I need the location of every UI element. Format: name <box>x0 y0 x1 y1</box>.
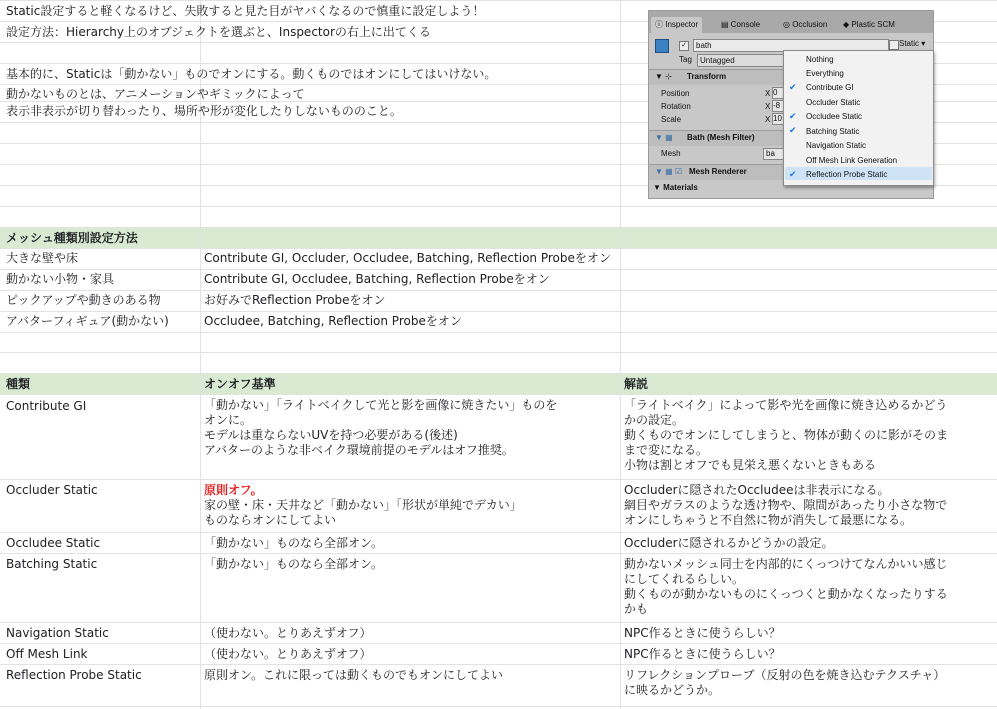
intro-line-4: 動かないものとは、アニメーションやギミックによって <box>6 87 305 101</box>
static-checkbox <box>889 40 899 50</box>
menu-item-everything: Everything <box>806 69 844 78</box>
scale-x-field: 10 <box>772 113 784 125</box>
note-cell: Occluderに隠されたOccludeeは非表示になる。 網目やガラスのような透け物や、隙間があったり小さな物で オンにしちゃうと不自然に物が消失して最悪になる。 <box>624 483 948 527</box>
mesh-value: ba <box>763 148 786 160</box>
column-header-note: 解説 <box>624 377 649 391</box>
mesh-filter-section: ▼ ▦ Bath (Mesh Filter) <box>649 130 933 146</box>
position-x-field: 0 <box>772 87 784 99</box>
scale-x-label: X <box>765 115 771 124</box>
menu-item-occluder-static: Occluder Static <box>806 98 861 107</box>
mesh-setting-cell: Occludee, Batching, Reflection Probeをオン <box>204 314 462 328</box>
menu-item-navigation-static: Navigation Static <box>806 141 867 150</box>
active-checkbox: ✓ <box>679 41 689 51</box>
note-cell: NPC作るときに使うらしい？ <box>624 626 781 640</box>
criteria-emphasis: 原則オフ。 <box>204 483 263 497</box>
tag-label: Tag <box>679 55 692 64</box>
rotation-label: Rotation <box>661 102 691 111</box>
tab-plastic-scm: ◆ Plastic SCM <box>843 20 895 29</box>
position-label: Position <box>661 89 690 98</box>
menu-item-batching-static: Batching Static <box>806 127 860 136</box>
inspector-tabbar <box>649 11 933 33</box>
kind-cell: Occluder Static <box>6 483 98 497</box>
mesh-renderer-section: ▼ ▦ ☑ Mesh Renderer <box>649 164 933 180</box>
kind-cell: Contribute GI <box>6 399 87 413</box>
criteria-cell: 家の壁・床・天井など「動かない」「形状が単純でデカい」 ものならオンにしてよい <box>204 498 522 527</box>
materials-label: ▼ Materials <box>653 183 698 192</box>
static-dropdown: Static ▾ <box>899 39 926 48</box>
mesh-setting-cell: お好みでReflection Probeをオン <box>204 293 386 307</box>
scale-label: Scale <box>661 115 682 124</box>
mesh-label: Mesh <box>661 149 681 158</box>
mesh-type-cell: アバターフィギュア(動かない) <box>6 314 169 328</box>
check-icon: ✔ <box>789 125 797 135</box>
kind-cell: Occludee Static <box>6 536 101 550</box>
criteria-cell: 「動かない」「ライトベイクして光と影を画像に焼きたい」ものを オンに。 モデルは重ならないUVを持つ必要がある(後述) アバターのような非ベイク環境前提のモデルはオフ推奨。 <box>204 398 558 457</box>
tag-value: Untagged <box>697 54 786 67</box>
kind-cell: Navigation Static <box>6 626 109 640</box>
criteria-cell: 「動かない」ものなら全部オン。 <box>204 536 384 550</box>
criteria-cell: 「動かない」ものなら全部オン。 <box>204 557 384 571</box>
rotation-x-field: -8 <box>772 100 784 112</box>
menu-item-contribute-gi: Contribute GI <box>806 83 854 92</box>
criteria-cell: 原則オン。これに限っては動くものでもオンにしてよい <box>204 668 504 682</box>
tab-console: ▤ Console <box>721 20 761 29</box>
mesh-type-cell: ピックアップや動きのある物 <box>6 293 161 307</box>
criteria-cell: （使わない。とりあえずオフ） <box>204 626 372 640</box>
note-cell: リフレクションプローブ（反射の色を焼き込むテクスチャ） に映るかどうか。 <box>624 668 946 697</box>
check-icon: ✔ <box>789 169 797 179</box>
mesh-type-cell: 動かない小物・家具 <box>6 272 115 286</box>
intro-line-3: 基本的に、Staticは「動かない」ものでオンにする。動くものではオンにしてはいけない。 <box>6 67 497 81</box>
mesh-type-cell: 大きな壁や床 <box>6 251 79 265</box>
kind-cell: Reflection Probe Static <box>6 668 142 682</box>
note-cell: 「ライトベイク」によって影や光を画像に焼き込めるかどう かの設定。 動くものでオンにしてしまうと、物体が動くのに影がそのま まで変になる。 小物は割とオフでも見栄え悪くないときもある <box>624 398 949 472</box>
note-cell: NPC作るときに使うらしい？ <box>624 647 781 661</box>
static-flags-menu <box>783 50 934 186</box>
check-icon: ✔ <box>789 82 797 92</box>
note-cell: 動かないメッシュ同士を内部的にくっつけてなんかいい感じ にしてくれるらしい。 動くものが動かないものにくっつくと動かなくなったりする かも <box>624 557 948 616</box>
mesh-setting-cell: Contribute GI, Occludee, Batching, Reflection Probeをオン <box>204 272 550 286</box>
kind-cell: Batching Static <box>6 557 98 571</box>
object-name-field: bath <box>693 39 889 52</box>
rotation-x-label: X <box>765 102 771 111</box>
menu-item-occludee-static: Occludee Static <box>806 112 863 121</box>
intro-line-1: Static設定すると軽くなるけど、失敗すると見た目がヤバくなるので慎重に設定しよう！ <box>6 4 485 18</box>
menu-item-nothing: Nothing <box>806 55 834 64</box>
mesh-setting-cell: Contribute GI, Occluder, Occludee, Batching, Reflection Probeをオン <box>204 251 611 265</box>
column-header-criteria: オンオフ基準 <box>204 377 276 391</box>
position-x-label: X <box>765 89 771 98</box>
column-header-kind: 種類 <box>6 377 31 391</box>
note-cell: Occluderに隠されるかどうかの設定。 <box>624 536 834 550</box>
criteria-cell: （使わない。とりあえずオフ） <box>204 647 372 661</box>
mesh-table-title: メッシュ種類別設定方法 <box>6 231 138 245</box>
menu-item-reflection-probe-static: Reflection Probe Static <box>806 170 888 179</box>
tab-inspector: ⓘ Inspector <box>651 17 702 33</box>
intro-line-2: 設定方法：Hierarchy上のオブジェクトを選ぶと、Inspectorの右上に出てくる <box>6 25 431 39</box>
transform-section: ▼ ⊹ Transform <box>649 69 933 85</box>
menu-item-off-mesh-link-generation: Off Mesh Link Generation <box>806 156 898 165</box>
kind-cell: Off Mesh Link <box>6 647 88 661</box>
intro-line-5: 表示非表示が切り替わったり、場所や形が変化したりしないもののこと。 <box>6 104 402 118</box>
cube-icon <box>655 39 669 53</box>
check-icon: ✔ <box>789 111 797 121</box>
tab-occlusion: ◎ Occlusion <box>783 20 828 29</box>
